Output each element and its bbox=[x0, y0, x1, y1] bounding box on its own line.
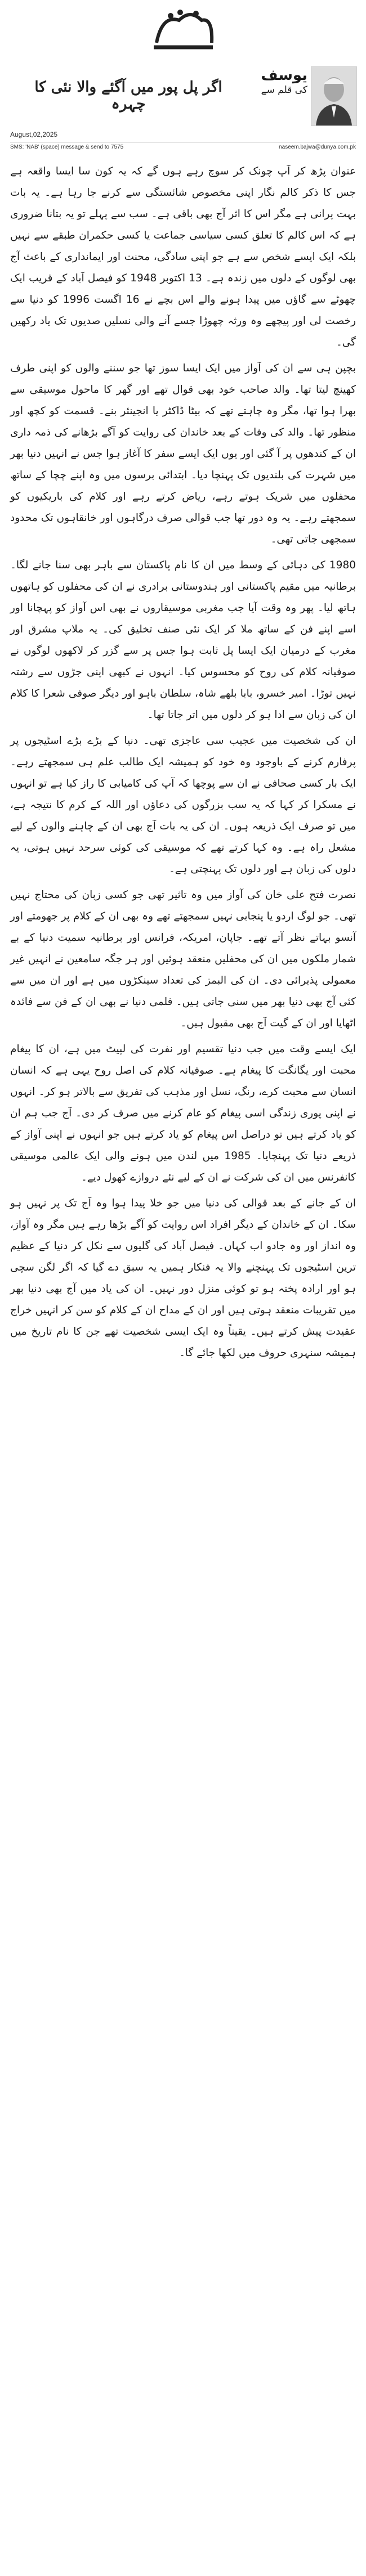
article-paragraph: 1980 کی دہائی کے وسط میں ان کا نام پاکستان سے باہر بھی سنا جانے لگا۔ برطانیہ میں مقیم پاکستانی اور ہندوستانی برادری نے ان کی محفلوں کو ہاتھوں ہاتھ لیا۔ پھر وہ وقت آیا جب مغربی موسیقاروں نے بھی اس آواز کو پہچانا اور اسے اپنے فن کے ساتھ ملا کر ایک نئی صنف تخلیق کی۔ یہ ملاپ مشرق اور مغرب کے درمیان ایک ایسا پل ثابت ہوا جس پر سے گزر کر لاکھوں لوگوں نے صوفیانہ کلام کی روح کو محسوس کیا۔ انہوں نے کبھی اپنی جڑوں سے رشتہ نہیں توڑا۔ امیر خسرو، بابا بلھے شاہ، سلطان باہو اور دیگر صوفی شعرا کا کلام ان کی زبان سے ادا ہو کر دلوں میں اتر جاتا تھا۔ bbox=[10, 559, 356, 721]
article-paragraph: بچپن ہی سے ان کی آواز میں ایک ایسا سوز تھا جو سننے والوں کو اپنی طرف کھینچ لیتا تھا۔ والد صاحب خود بھی قوال تھے اور گھر کا ماحول موسیقی سے بھرا ہوا تھا، مگر وہ چاہتے تھے کہ بیٹا ڈاکٹر یا انجینئر بنے۔ قسمت کو کچھ اور منظور تھا۔ والد کی وفات کے بعد خاندان کی روایت کو آگے بڑھانے کی ذمہ داری ان کے کندھوں پر آ گئی اور یوں ایک ایسے سفر کا آغاز ہوا جس نے انہیں دنیا بھر میں شہرت کی بلندیوں تک پہنچا دیا۔ ابتدائی برسوں میں وہ اپنے چچا کے ساتھ محفلوں میں شریک ہوتے رہے، ریاض کرتے رہے اور کلام کی باریکیوں کو سمجھتے رہے۔ یہ وہ دور تھا جب قوالی صرف درگاہوں اور خانقاہوں تک محدود سمجھی جاتی تھی۔ bbox=[10, 362, 356, 545]
masthead bbox=[0, 0, 366, 63]
column-header bbox=[10, 63, 356, 150]
article-paragraph: ان کی شخصیت میں عجیب سی عاجزی تھی۔ دنیا کے بڑے بڑے اسٹیجوں پر پرفارم کرنے کے باوجود وہ خود کو ہمیشہ ایک طالب علم ہی سمجھتے رہے۔ ایک بار کسی صحافی نے ان سے پوچھا کہ آپ کی کامیابی کا راز کیا ہے تو انہوں نے مسکرا کر کہا کہ یہ سب بزرگوں کی دعاؤں اور اللہ کے کرم کا نتیجہ ہے، میں تو صرف ایک ذریعہ ہوں۔ ان کی یہ بات آج بھی ان کے چاہنے والوں کے لیے مشعل راہ ہے۔ وہ کہا کرتے تھے کہ موسیقی کی کوئی سرحد نہیں ہوتی، یہ دلوں کی زبان ہے اور دلوں تک پہنچتی ہے۔ bbox=[10, 735, 356, 875]
author-last-name: کی قلم سے bbox=[261, 84, 307, 96]
author-portrait-icon bbox=[311, 66, 357, 126]
author-name bbox=[238, 68, 307, 96]
article-paragraph: ان کے جانے کے بعد قوالی کی دنیا میں جو خلا پیدا ہوا وہ آج تک پر نہیں ہو سکا۔ ان کے خاندان کے دیگر افراد اس روایت کو آگے بڑھا رہے ہیں مگر وہ آواز، وہ انداز اور وہ جادو اب کہاں۔ فیصل آباد کی گلیوں سے نکل کر دنیا کے عظیم ترین اسٹیجوں تک پہنچنے والا یہ فنکار ہمیں یہ سبق دے گیا کہ اگر لگن سچی ہو اور ارادہ پختہ ہو تو کوئی منزل دور نہیں۔ ان کی یاد میں آج بھی دنیا بھر میں تقریبات منعقد ہوتی ہیں اور ان کے مداح ان کے کلام کو سن کر انہیں خراج عقیدت پیش کرتے ہیں۔ یقیناً وہ ایک ایسی شخصیت تھے جن کا نام تاریخ میں ہمیشہ سنہری حروف میں لکھا جائے گا۔ bbox=[10, 1197, 356, 1359]
article-paragraph: ایک ایسے وقت میں جب دنیا تقسیم اور نفرت کی لپیٹ میں ہے، ان کا پیغام محبت اور یگانگت کا پیغام ہے۔ صوفیانہ کلام کی اصل روح یہی ہے کہ انسان انسان سے محبت کرے، رنگ، نسل اور مذہب کی تفریق سے بالاتر ہو کر۔ انہوں نے اپنی پوری زندگی اسی پیغام کو عام کرنے میں صرف کر دی۔ آج جب ہم ان کو یاد کرتے ہیں تو دراصل اس پیغام کو یاد کرتے ہیں جو انہوں نے اپنی آواز کے ذریعے دنیا تک پہنچایا۔ 1985 میں لندن میں ہونے والی ایک عالمی موسیقی کانفرنس میں ان کی شرکت نے ان کے لیے نئے دروازے کھول دیے۔ bbox=[10, 1043, 356, 1183]
author-email[interactable]: naseem.bajwa@dunya.com.pk bbox=[279, 144, 356, 150]
newspaper-logo[interactable] bbox=[145, 3, 221, 60]
contact-row bbox=[10, 144, 356, 152]
article-paragraph: عنوان پڑھ کر آپ چونک کر سوچ رہے ہوں گے کہ یہ کون سا ایسا واقعہ ہے جس کا ذکر کالم نگار اپنی مخصوص شائستگی سے کرنے جا رہا ہے۔ یہ بات بہت پرانی ہے مگر اس کا اثر آج بھی باقی ہے۔ سب سے پہلے تو یہ بتانا ضروری ہے کہ اس کالم کا تعلق کسی سیاسی جماعت یا کسی حکمران طبقے سے نہیں بلکہ ایک ایسے شخص سے ہے جو اپنی سادگی، محنت اور ایمانداری کے باعث آج بھی لوگوں کے دلوں میں زندہ ہے۔ 13 اکتوبر 1948 کو فیصل آباد کے قریب ایک چھوٹے سے گاؤں میں پیدا ہونے والے اس بچے نے 16 اگست 1996 کو دنیا سے رخصت لی اور پیچھے وہ ورثہ چھوڑا جسے آنے والی نسلیں صدیوں تک یاد رکھیں گی۔ bbox=[10, 165, 356, 348]
sms-info: SMS: 'NAB' (space) message & send to 7575 bbox=[10, 144, 124, 150]
column-headline: اگر پل پور میں آگئے والا نئی کا چہرہ bbox=[34, 79, 222, 113]
publish-date: August,02,2025 bbox=[10, 131, 58, 138]
author-first-name: یوسف bbox=[261, 67, 307, 84]
article-body bbox=[10, 161, 356, 1368]
article-paragraph: نصرت فتح علی خان کی آواز میں وہ تاثیر تھی جو کسی زبان کی محتاج نہیں تھی۔ جو لوگ اردو یا پنجابی نہیں سمجھتے تھے وہ بھی ان کے کلام پر جھومتے اور آنسو بہاتے نظر آتے تھے۔ جاپان، امریکہ، فرانس اور برطانیہ سمیت دنیا کے بے شمار ملکوں میں ان کی محفلیں منعقد ہوئیں اور ہر جگہ سامعین نے انہیں غیر معمولی پذیرائی دی۔ ان کی البمز کی تعداد سینکڑوں میں ہے اور ان میں سے کئی آج بھی دنیا بھر میں سنی جاتی ہیں۔ فلمی دنیا نے بھی ان کے فن سے فائدہ اٹھایا اور ان کے گیت آج بھی مقبول ہیں۔ bbox=[10, 889, 356, 1029]
